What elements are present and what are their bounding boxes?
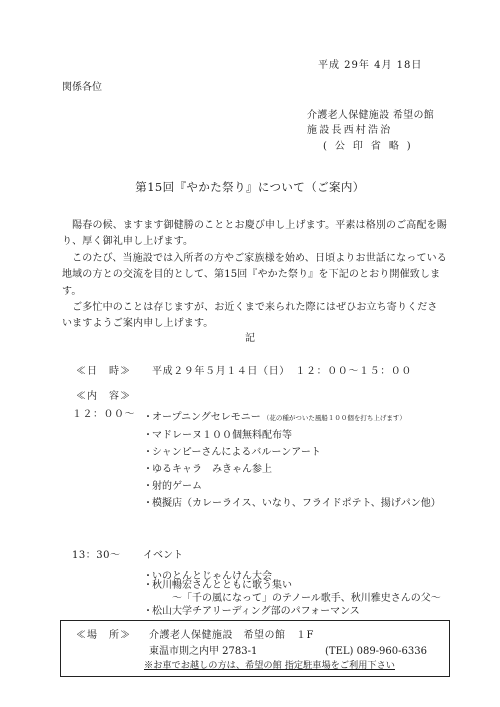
item-note: （花の種がついた風船１００個を打ち上げます） bbox=[262, 414, 406, 422]
list-item: ・ シャンピーさんによるバルーンアート bbox=[143, 447, 321, 458]
document-date: 平成 29年 4月 18日 bbox=[318, 60, 423, 71]
body-text bbox=[62, 218, 447, 333]
venue-address: 東温市則之内甲 2783-1 bbox=[149, 646, 258, 657]
contents-label: ≪内 容≫ bbox=[76, 391, 131, 402]
sender-director: 施設長西村浩治 bbox=[307, 125, 393, 136]
list-item: ・ 模擬店（カレーライス、いなり、フライドポテト、揚げパン他） bbox=[143, 498, 441, 509]
sender-organization: 介護老人保健施設 希望の館 bbox=[307, 110, 435, 121]
program-list-1 bbox=[143, 409, 441, 512]
venue-name: 介護老人保健施設 希望の館 １F bbox=[149, 630, 314, 641]
list-item: ・ ゆるキャラ みきゃん参上 bbox=[143, 464, 272, 475]
body-paragraph-1: 陽春の候、ますます御健勝のこととお慶び申し上げます。平素は格別のご高配を賜り、厚く御礼申し上げます。 bbox=[62, 220, 447, 248]
ki-heading: 記 bbox=[245, 333, 255, 344]
venue-phone: (TEL) 089-960-6336 bbox=[325, 646, 427, 657]
time-slot-2: 13：30～ bbox=[72, 550, 121, 561]
seal-omitted-note: ( 公 印 省 略 ) bbox=[323, 141, 414, 152]
date-label: ≪日 時≫ bbox=[76, 366, 131, 377]
body-paragraph-3: ご多忙中のことは存じますが、お近くまで来られた際にはぜひお立ち寄りくださいますようご案内申し上げます。 bbox=[62, 302, 438, 330]
document-title: 第15回『やかた祭り』について（ご案内） bbox=[135, 180, 365, 194]
list-item: ・ 射的ゲーム bbox=[143, 481, 202, 492]
venue-label: ≪場 所≫ bbox=[76, 630, 131, 641]
parking-note: ※お車でお越しの方は、希望の館 指定駐車場をご利用下さい bbox=[144, 660, 395, 671]
list-item: ・松山大学チアリーディング部のパフォーマンス bbox=[143, 606, 360, 617]
list-item: ・ いのとんとじゃんけん大会 bbox=[143, 571, 272, 582]
date-value: 平成２９年５月１４日（日） １２：００～１５：００ bbox=[152, 366, 412, 377]
event-label: イベント bbox=[143, 550, 183, 561]
list-item: ・秋川暢宏さんとともに歌う集い bbox=[143, 580, 292, 591]
body-paragraph-2: このたび、当施設では入所者の方やご家族様を始め、日頃よりお世話になっている地域の方との交流を目的として、第15回『やかた祭り』を下記のとおり開催致します。 bbox=[62, 252, 447, 297]
sub-line: ～「千の風になって」のテノール歌手、秋川雅史さんの父～ bbox=[172, 593, 441, 604]
recipient: 関係各位 bbox=[62, 82, 102, 93]
list-item: ・ オープニングセレモニー （花の種がついた風船１００個を打ち上げます） bbox=[143, 409, 441, 427]
list-item: ・ マドレーヌ１００個無料配布等 bbox=[143, 430, 292, 441]
time-slot-1: １２：００～ bbox=[72, 409, 135, 420]
